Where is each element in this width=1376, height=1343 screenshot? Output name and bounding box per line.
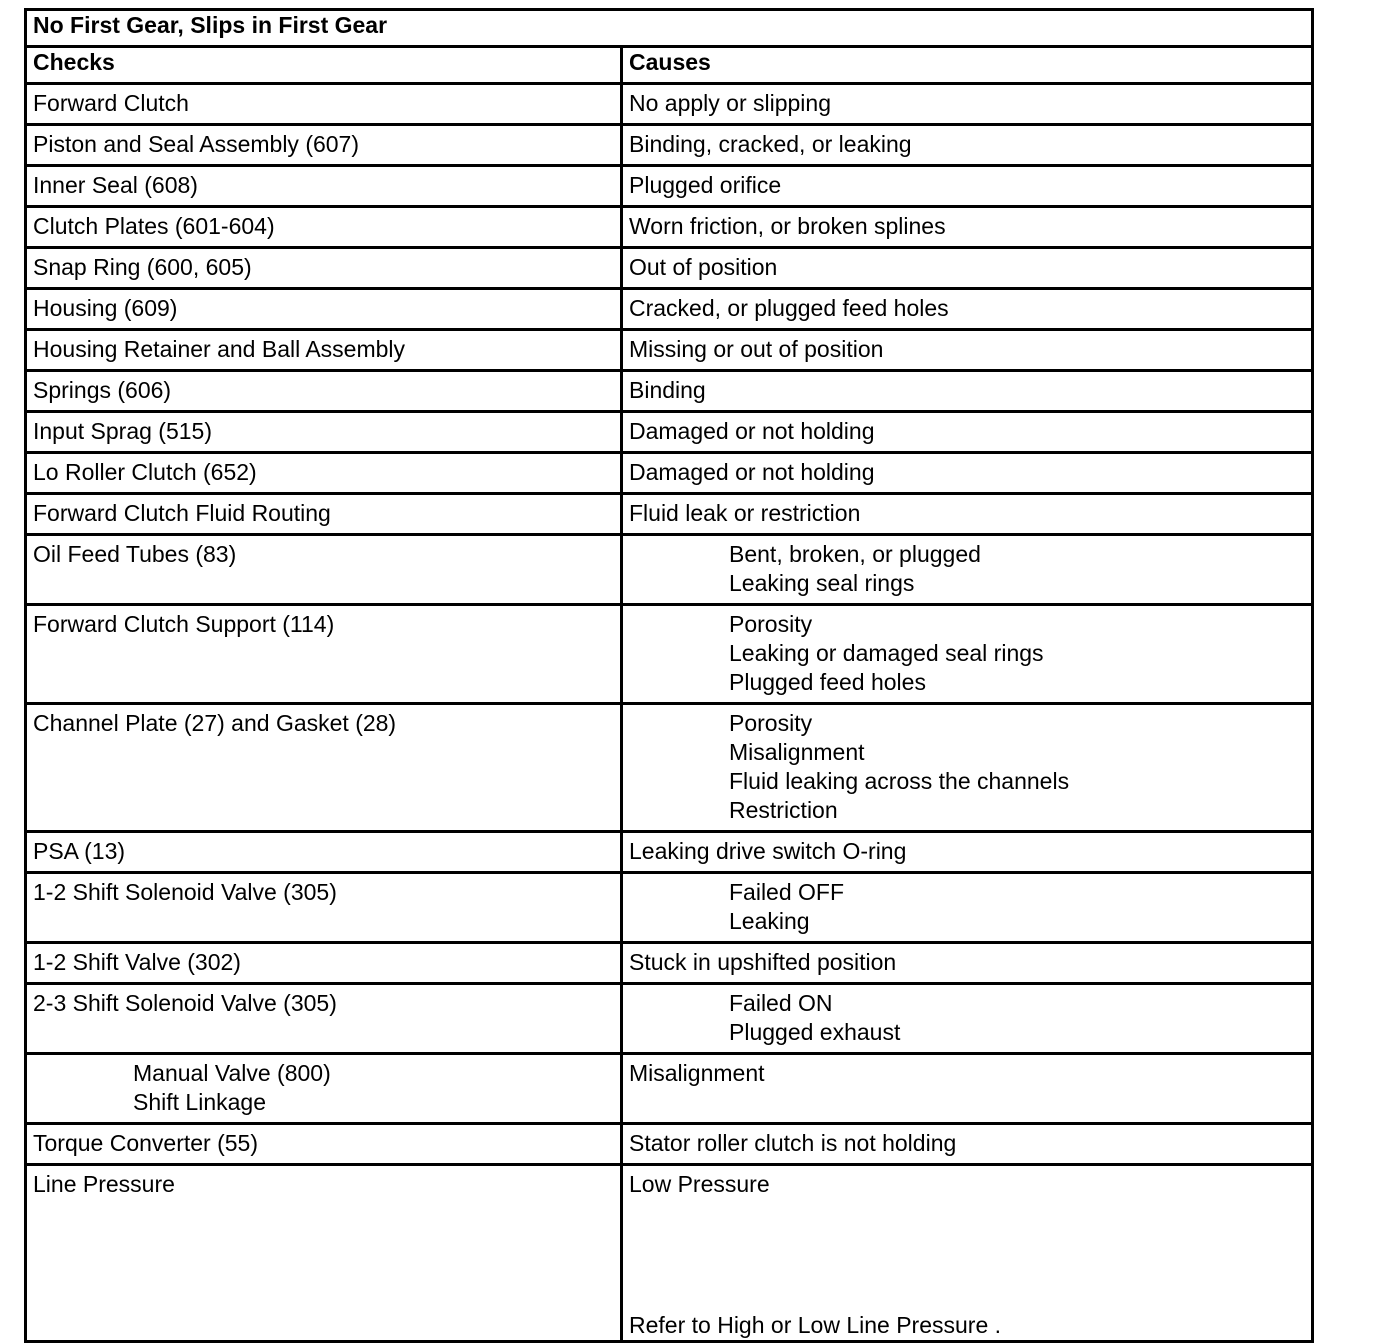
cause-cell: Out of position — [622, 248, 1313, 289]
check-cell: Piston and Seal Assembly (607) — [26, 125, 622, 166]
cause-cell: Cracked, or plugged feed holes — [622, 289, 1313, 330]
check-cell: Lo Roller Clutch (652) — [26, 453, 622, 494]
check-cell: 2-3 Shift Solenoid Valve (305) — [26, 984, 622, 1054]
cause-cell: Damaged or not holding — [622, 453, 1313, 494]
table-row — [26, 943, 1313, 984]
cause-line: Porosity — [729, 611, 813, 637]
cause-cell: Damaged or not holding — [622, 412, 1313, 453]
check-cell: 1-2 Shift Solenoid Valve (305) — [26, 873, 622, 943]
cause-cell — [622, 535, 1313, 605]
column-header-causes: Causes — [622, 47, 1313, 84]
table-row — [26, 1054, 1313, 1124]
cause-cell — [622, 984, 1313, 1054]
table-row — [26, 873, 1313, 943]
check-cell — [26, 1054, 622, 1124]
cause-line: Leaking or damaged seal rings — [729, 640, 1044, 666]
check-cell: Clutch Plates (601-604) — [26, 207, 622, 248]
table-row — [26, 207, 1313, 248]
table-title: No First Gear, Slips in First Gear — [26, 10, 1313, 47]
cause-line: Leaking seal rings — [729, 570, 915, 596]
check-cell: Forward Clutch Fluid Routing — [26, 494, 622, 535]
cause-cell — [622, 704, 1313, 832]
check-cell: Oil Feed Tubes (83) — [26, 535, 622, 605]
table-row — [26, 1124, 1313, 1165]
cause-line: Misalignment — [729, 739, 865, 765]
check-cell: Line Pressure — [26, 1165, 622, 1342]
table-row — [26, 371, 1313, 412]
check-line: Manual Valve (800) — [133, 1060, 331, 1086]
cause-cell: Worn friction, or broken splines — [622, 207, 1313, 248]
table-row — [26, 330, 1313, 371]
cause-line: Porosity — [729, 710, 813, 736]
cause-cell: Stator roller clutch is not holding — [622, 1124, 1313, 1165]
cause-cell: Binding — [622, 371, 1313, 412]
table-row — [26, 832, 1313, 873]
table-row — [26, 494, 1313, 535]
check-cell: Housing Retainer and Ball Assembly — [26, 330, 622, 371]
check-cell: Housing (609) — [26, 289, 622, 330]
cause-line: Plugged feed holes — [729, 669, 926, 695]
column-header-checks: Checks — [26, 47, 622, 84]
check-cell: Input Sprag (515) — [26, 412, 622, 453]
check-cell: PSA (13) — [26, 832, 622, 873]
table-row — [26, 166, 1313, 207]
cause-cell: No apply or slipping — [622, 84, 1313, 125]
cause-cell: Binding, cracked, or leaking — [622, 125, 1313, 166]
cause-cell: Plugged orifice — [622, 166, 1313, 207]
check-cell: Snap Ring (600, 605) — [26, 248, 622, 289]
check-cell: Forward Clutch — [26, 84, 622, 125]
cause-cell: Misalignment — [622, 1054, 1313, 1124]
check-line: Shift Linkage — [133, 1089, 266, 1115]
check-cell: Inner Seal (608) — [26, 166, 622, 207]
cause-line: Leaking — [729, 908, 810, 934]
check-cell: Forward Clutch Support (114) — [26, 605, 622, 704]
table-row — [26, 412, 1313, 453]
cause-line: Failed OFF — [729, 879, 845, 905]
reference-note: Refer to High or Low Line Pressure . — [629, 1312, 1002, 1338]
diagnostic-table — [24, 8, 1314, 1343]
table-row — [26, 125, 1313, 166]
cause-cell — [622, 605, 1313, 704]
cause-cell: Stuck in upshifted position — [622, 943, 1313, 984]
table-row — [26, 535, 1313, 605]
table-row — [26, 984, 1313, 1054]
check-cell: Springs (606) — [26, 371, 622, 412]
cause-cell: Missing or out of position — [622, 330, 1313, 371]
check-cell: Channel Plate (27) and Gasket (28) — [26, 704, 622, 832]
cause-cell: Leaking drive switch O-ring — [622, 832, 1313, 873]
table-row — [26, 453, 1313, 494]
table-row — [26, 704, 1313, 832]
cause-line: Low Pressure — [629, 1171, 770, 1197]
cause-cell — [622, 873, 1313, 943]
table-row — [26, 605, 1313, 704]
table-row — [26, 1165, 1313, 1342]
check-cell: 1-2 Shift Valve (302) — [26, 943, 622, 984]
table-row — [26, 84, 1313, 125]
cause-cell — [622, 1165, 1313, 1342]
cause-line: Restriction — [729, 797, 838, 823]
table-row — [26, 248, 1313, 289]
cause-line: Bent, broken, or plugged — [729, 541, 981, 567]
table-row — [26, 289, 1313, 330]
cause-cell: Fluid leak or restriction — [622, 494, 1313, 535]
cause-line: Plugged exhaust — [729, 1019, 901, 1045]
cause-line: Fluid leaking across the channels — [729, 768, 1070, 794]
cause-line: Failed ON — [729, 990, 833, 1016]
check-cell: Torque Converter (55) — [26, 1124, 622, 1165]
